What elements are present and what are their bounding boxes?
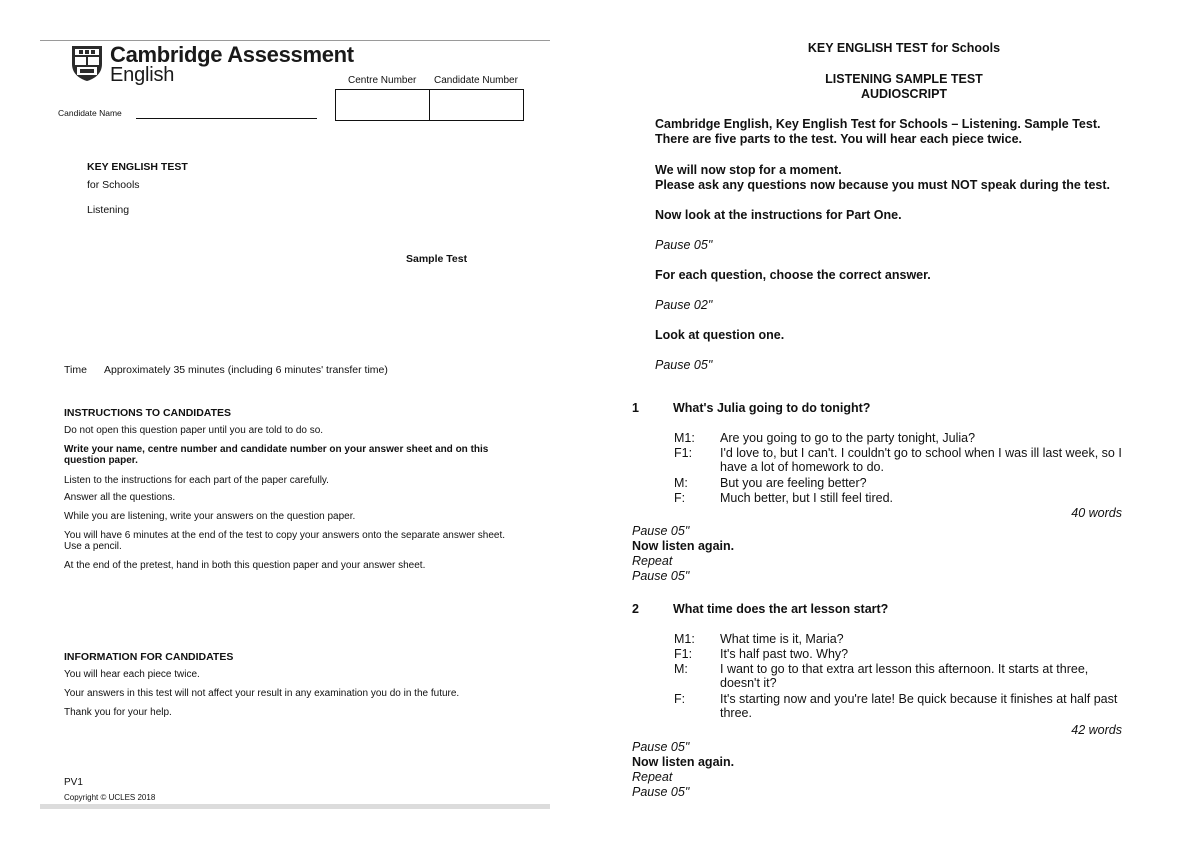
cambridge-shield-icon: [70, 44, 104, 82]
exam-subtitle: for Schools: [87, 179, 140, 191]
pause-line: Pause 05": [632, 569, 690, 583]
instruction-item: Listen to the instructions for each part of the paper carefully.: [64, 475, 329, 486]
dialogue-line: Much better, but I still feel tired.: [720, 491, 893, 505]
sample-test-label: Sample Test: [406, 253, 468, 265]
dialogue-line: It's starting now and you're late! Be quick because it finishes at half past three.: [720, 692, 1118, 720]
script-subtitle: LISTENING SAMPLE TEST: [825, 72, 983, 86]
speaker-label: F1:: [674, 647, 693, 661]
pause-line: Pause 05": [632, 785, 690, 799]
pause-line: Pause 05": [655, 358, 713, 372]
candidate-name-label: Candidate Name: [58, 108, 122, 118]
instruction-item: You will have 6 minutes at the end of the test to copy your answers onto the separate answer sheet. Use a pencil.: [64, 530, 506, 552]
word-count: 42 words: [1071, 723, 1122, 737]
instruction-item: While you are listening, write your answers on the question paper.: [64, 511, 356, 522]
candidate-number-box[interactable]: [429, 89, 524, 121]
pause-line: Pause 05": [655, 238, 713, 252]
copyright: Copyright © UCLES 2018: [64, 793, 156, 802]
paper-name: Listening: [87, 204, 130, 216]
info-heading: INFORMATION FOR CANDIDATES: [64, 651, 234, 663]
version-code: PV1: [64, 777, 83, 788]
info-item: You will hear each piece twice.: [64, 669, 200, 680]
speaker-label: M1:: [674, 632, 695, 646]
top-divider: [40, 40, 550, 41]
script-subtitle-2: AUDIOSCRIPT: [860, 87, 948, 101]
dialogue-line: I want to go to that extra art lesson this afternoon. It starts at three, doesn't it?: [720, 662, 1089, 690]
repeat-line: Repeat: [632, 770, 673, 784]
instruction-item: At the end of the pretest, hand in both this question paper and your answer sheet.: [64, 560, 426, 571]
instruction-line: Now look at the instructions for Part One.: [655, 208, 902, 222]
logo-text-line1: Cambridge Assessment: [110, 42, 354, 67]
word-count: 40 words: [1071, 506, 1122, 520]
pause-line: Pause 05": [632, 524, 690, 538]
speaker-label: F:: [674, 692, 686, 706]
time-label: Time: [64, 364, 87, 376]
speaker-label: F1:: [674, 446, 693, 460]
instruction-item: Write your name, centre number and candidate number on your answer sheet and on this question paper.: [64, 444, 489, 466]
stop-line: Please ask any questions now because you must NOT speak during the test.: [655, 178, 1110, 192]
speaker-label: M1:: [674, 431, 695, 445]
instruction-item: Answer all the questions.: [64, 492, 176, 503]
stop-line: We will now stop for a moment.: [655, 163, 842, 177]
logo-text-line2: English: [110, 64, 175, 86]
candidate-name-line[interactable]: [136, 118, 317, 119]
repeat-line: Repeat: [632, 554, 673, 568]
dialogue-line: Are you going to go to the party tonight, Julia?: [720, 431, 976, 445]
pause-line: Pause 05": [632, 740, 690, 754]
pause-line: Pause 02": [655, 298, 713, 312]
instruction-item: Do not open this question paper until you are told to do so.: [64, 425, 324, 436]
listen-again-line: Now listen again.: [632, 755, 735, 769]
instructions-heading: INSTRUCTIONS TO CANDIDATES: [64, 407, 232, 419]
question-text: What time does the art lesson start?: [673, 602, 889, 616]
instruction-line: Look at question one.: [655, 328, 785, 342]
bottom-divider: [40, 804, 550, 809]
speaker-label: M:: [674, 476, 688, 490]
question-text: What's Julia going to do tonight?: [673, 401, 871, 415]
dialogue-line: It's half past two. Why?: [720, 647, 849, 661]
candidate-number-label: Candidate Number: [434, 75, 518, 86]
info-item: Your answers in this test will not affect your result in any examination you do in the future.: [64, 688, 460, 699]
dialogue-line: I'd love to, but I can't. I couldn't go to school when I was ill last week, so I have a lot of homework to do.: [720, 446, 1122, 474]
listen-again-line: Now listen again.: [632, 539, 735, 553]
intro-line: There are five parts to the test. You will hear each piece twice.: [655, 132, 1023, 146]
centre-number-label: Centre Number: [348, 75, 417, 86]
speaker-label: F:: [674, 491, 686, 505]
question-number: 1: [632, 401, 639, 415]
dialogue-line: What time is it, Maria?: [720, 632, 844, 646]
exam-title: KEY ENGLISH TEST: [87, 161, 188, 173]
question-number: 2: [632, 602, 639, 616]
instruction-line: For each question, choose the correct answer.: [655, 268, 931, 282]
centre-number-box[interactable]: [335, 89, 430, 121]
intro-line: Cambridge English, Key English Test for Schools – Listening. Sample Test.: [655, 117, 1101, 131]
info-item: Thank you for your help.: [64, 707, 172, 718]
script-title: KEY ENGLISH TEST for Schools: [807, 41, 1001, 55]
dialogue-line: But you are feeling better?: [720, 476, 867, 490]
speaker-label: M:: [674, 662, 688, 676]
time-value: Approximately 35 minutes (including 6 minutes' transfer time): [104, 364, 388, 376]
